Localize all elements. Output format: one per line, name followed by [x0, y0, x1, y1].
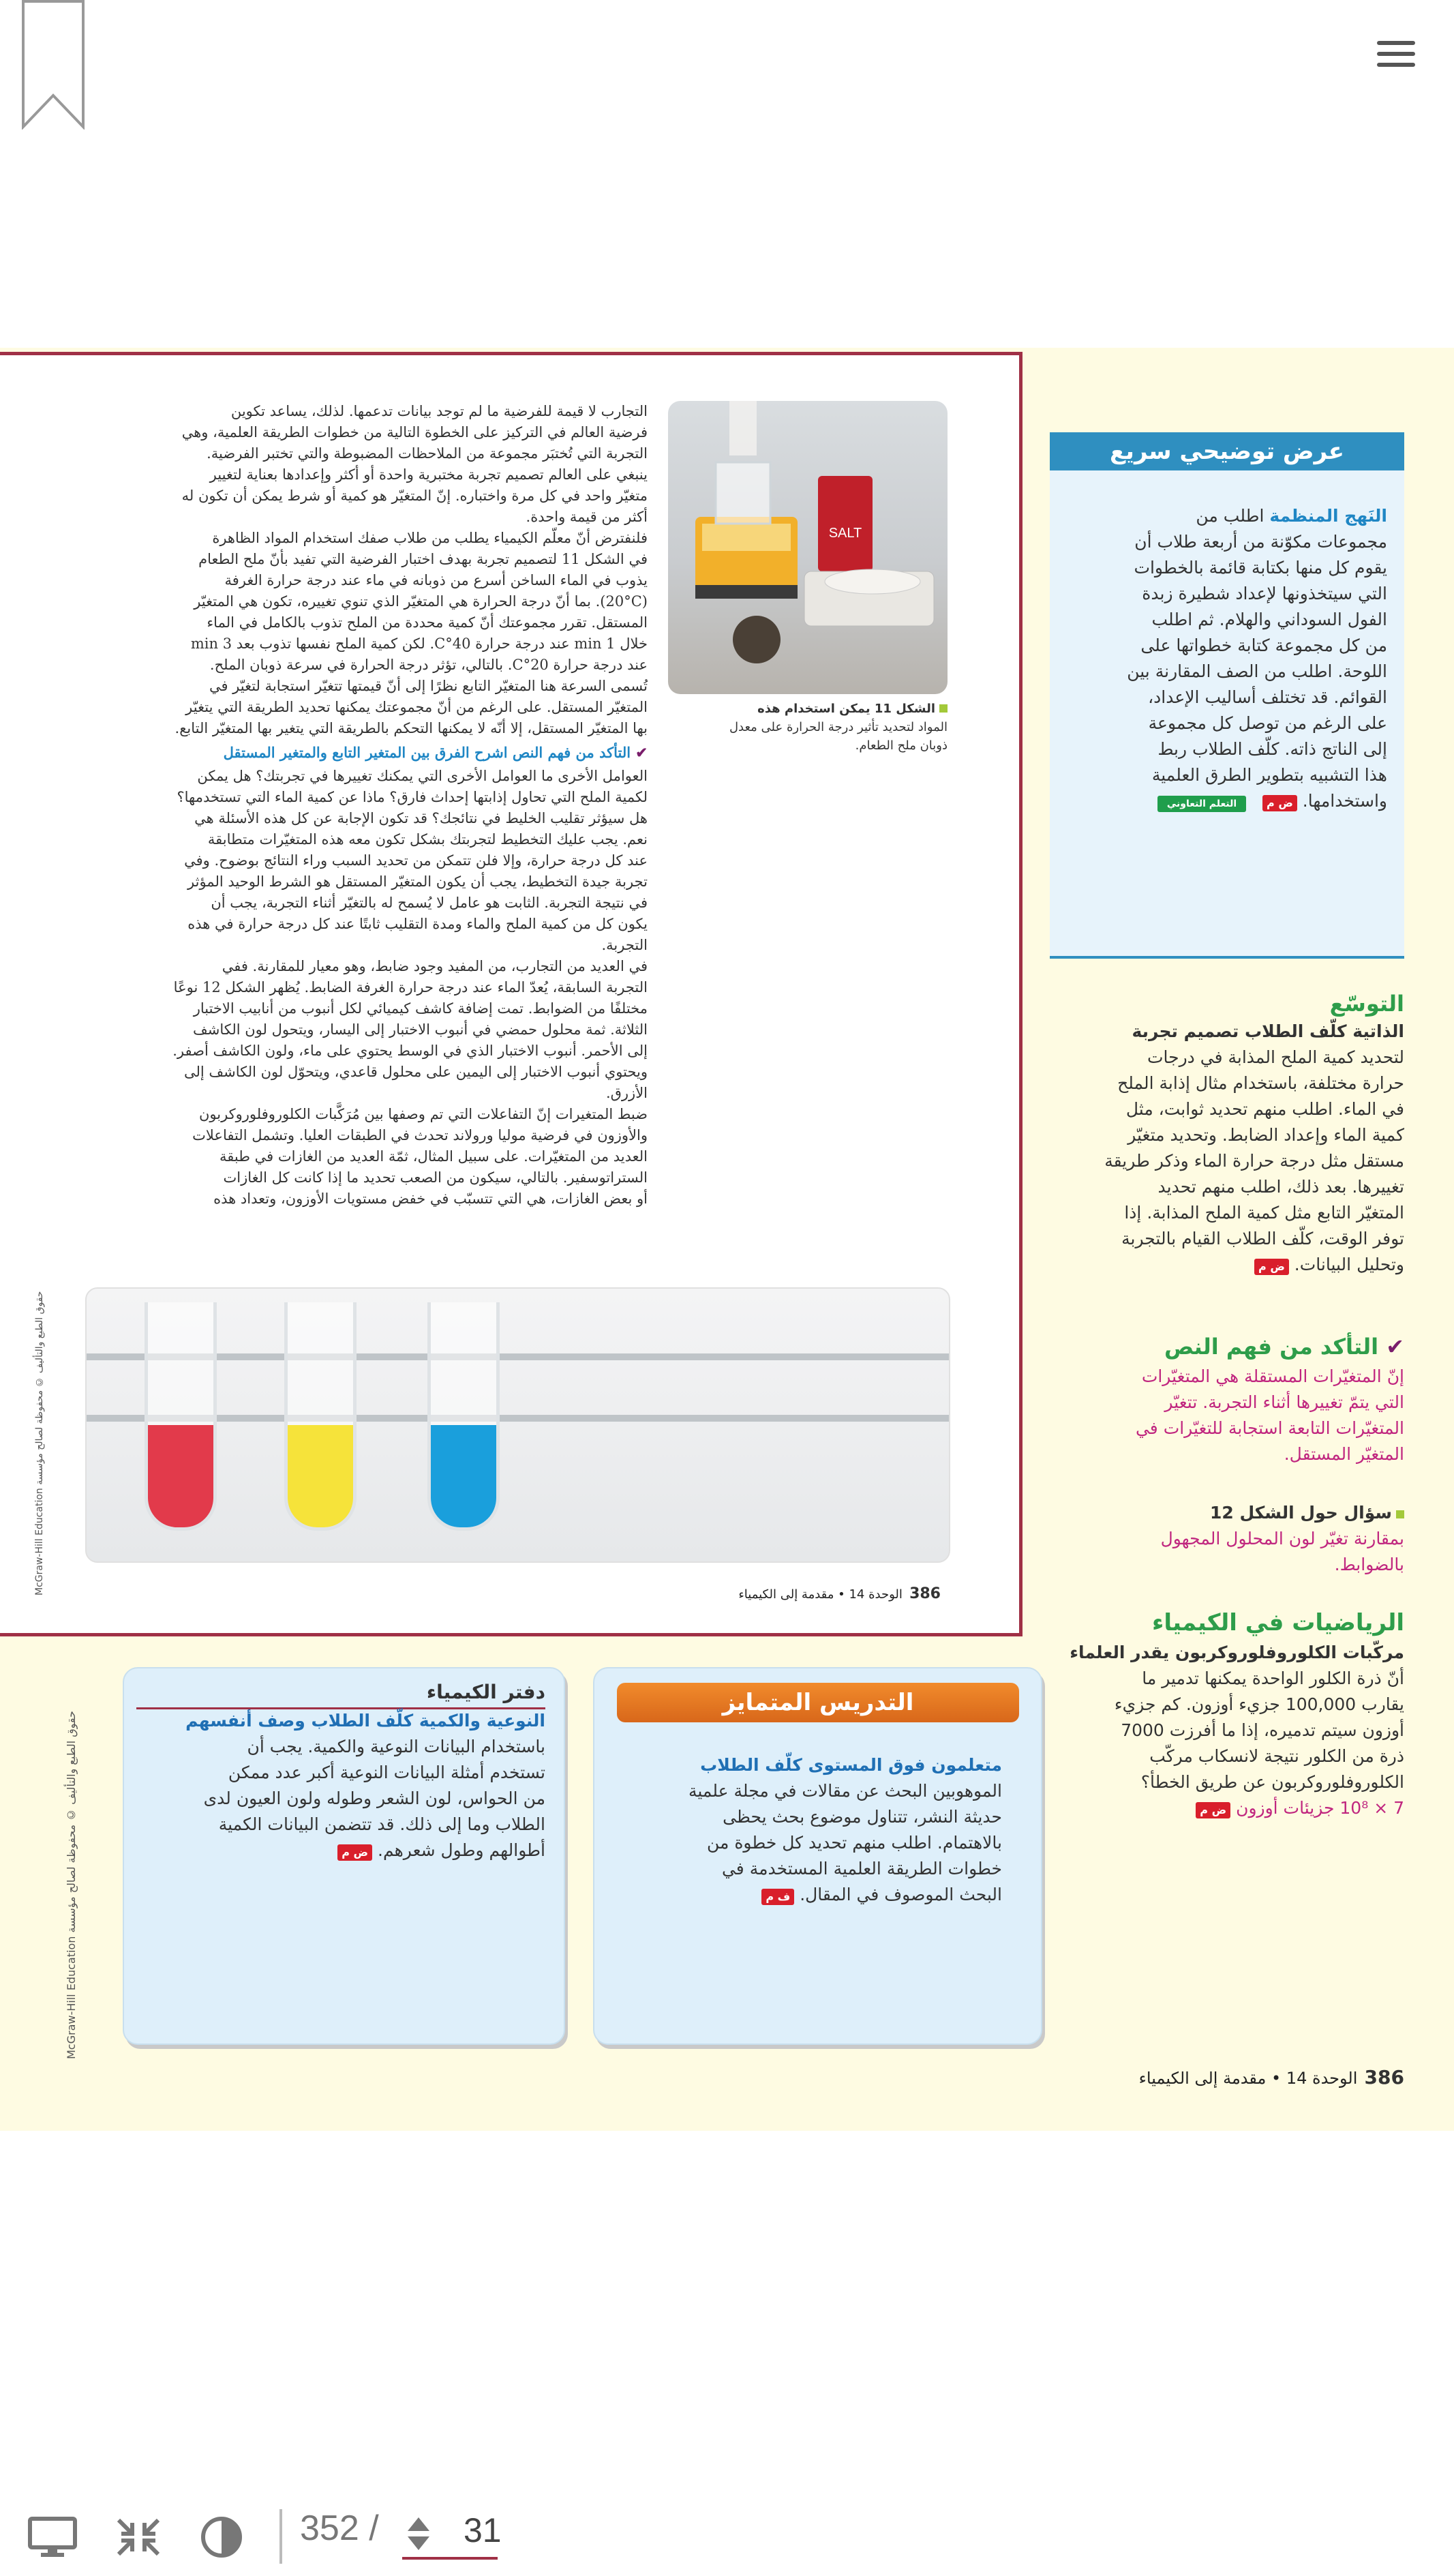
page-input-value: 31	[464, 2511, 502, 2549]
monitor-icon[interactable]	[27, 2516, 78, 2561]
quick-demo-title: عرض توضيحي سريع	[1050, 432, 1404, 470]
cooperative-tag: التعلم التعاوني	[1157, 796, 1246, 812]
collapse-icon[interactable]	[115, 2516, 162, 2561]
check-icon: ✔	[635, 744, 648, 761]
figure-12-photo	[85, 1287, 950, 1563]
check-icon: ✔	[1386, 1334, 1404, 1360]
page-input[interactable]	[402, 2509, 502, 2560]
page-footer: 386 الوحدة 14 • مقدمة إلى الكيمياء	[1138, 2066, 1404, 2088]
salt-label: SALT	[828, 526, 862, 541]
paragraph-variables: فلنفترض أنّ معلّم الكيمياء يطلب من طلاب صفك استخدام المواد الظاهرة في الشكل 11 لتصميم تجربة بهدف اختبار الفرضية التي تفيد بأنّ ملح الطعام يذوب في الماء الساخن أسرع من ذوبانه في ماء عند درجة حرارة الغرفة (20°C). بما أنّ درجة الحرارة هي المتغيّر الذي تنوي تغييره، تكون هي المتغيّر المستقل. تقرر مجموعتك أنّ كمية محددة من الملح تذوب بالكامل في الماء خلال 1 min عند درجة حرارة 40°C. لكن كمية الملح نفسها تذوب بعد 3 min عند درجة حرارة 20°C. بالتالي، تؤثر درجة الحرارة في سرعة ذوبان الملح. تُسمى السرعة هنا المتغيّر التابع نظرًا إلى أنّ قيمتها تتغيّر استجابة لتغيّر في المتغيّر المستقل. على الرغم من أنّ مجموعتك يمكنها تحديد الطريقة التي يتغيّر بها المتغيّر المستقل، إلا أنّه لا يمكنها التحكم بالطريقة التي يتغير بها المتغيّر التابع.	[175, 530, 648, 736]
student-text-column	[89, 401, 648, 1210]
level-tag: ض م	[1262, 795, 1297, 811]
journal-title: دفتر الكيمياء	[136, 1681, 545, 1709]
figure-11-caption: الشكل 11 يمكن استخدام هذه المواد لتحديد تأثير درجة الحرارة على معدل ذوبان ملح الطعام.	[729, 702, 948, 753]
student-copyright: McGraw-Hill Education حقوق الطبع والتأليف © محفوظة لصالح مؤسسة	[34, 1291, 45, 1596]
check-reading-section: ✔ التأكد من فهم النص إنّ المتغيّرات المستقلة هي المتغيّرات التي يتمّ تغييرها أثناء التجربة. تتغيّر المتغيّرات التابعة استجابة للتغيّرات في المتغيّر المستقل.	[1135, 1334, 1404, 1464]
differentiated-body: متعلمون فوق المستوى كلّف الطلاب الموهوبين البحث عن مقالات في مجلة علمية حديثة النشر، تتناول موضوع بحث يحظى بالاهتمام. اطلب منهم تحديد كل خطوة من خطوات الطريقة العلمية المستخدمة في البحث الموصوف في المقال. ف م	[688, 1755, 1002, 1904]
math-section: الرياضيات في الكيمياء مركّبات الكلوروفلوروكربون يقدر العلماء أنّ ذرة الكلور الواحدة يمكنها تدمير ما يقارب 100,000 جزيء أوزون. كم جزيء أوزون سيتم تدميره، إذا ما أفرزت 7000 ذرة من الكلور نتيجة لانسكاب مركّب الكلوروفلوروكربون عن طريق الخطأ؟ 7 × 10⁸ جزيئات أوزون ض م	[1070, 1609, 1404, 1818]
check-reading-inline: ✔ التأكد من فهم النص اشرح الفرق بين المتغير التابع والمتغير المستقل	[223, 744, 648, 761]
journal-body: النوعية والكمية كلّف الطلاب وصف أنفسهم باستخدام البيانات النوعية والكمية. يجب أن تستخدم أمثلة البيانات النوعية أكبر عدد ممكن من الحواس، لون الشعر وطوله ولون العيون لدى الطلاب وما إلى ذلك. قد تتضمن البيانات الكمية أطوالهم وطول شعرهم. ض م	[185, 1711, 545, 1860]
divider	[1050, 956, 1404, 959]
current-page: 352	[300, 2508, 359, 2548]
menu-icon[interactable]	[1377, 41, 1415, 71]
quick-demo-body: النَهج المنظمة اطلب من مجموعات مكوّنة من أربعة طلاب أن يقوم كل منها بكتابة قائمة بالخطوات التي سيتخذونها لإعداد شطيرة زبدة الفول السوداني والهلام. ثم اطلب من كل مجموعة كتابة خطواتها على اللوحة. اطلب من الصف المقارنة بين القوائم. قد تختلف أساليب الإعداد، على الرغم من توصل كل مجموعة إلى الناتج ذاته. كلّف الطلاب ربط هذا التشبيه بتطوير الطرق العلمية واستخدامها. ض م التعلم التعاوني	[1127, 506, 1387, 811]
tube-blue	[427, 1302, 500, 1531]
expand-section: التوسّع الذاتية كلّف الطلاب تصميم تجربة لتحديد كمية الملح المذابة في درجات حرارة مختلفة، باستخدام مثال إذابة الملح في الماء. اطلب منهم تحديد ثوابت، مثل كمية الماء وإعداد الضابط. وتحديد متغيّر مستقل مثل درجة حرارة الماء وذكر طريقة تغييرها. بعد ذلك، اطلب منهم تحديد المتغيّر التابع مثل كمية الملح المذابة. إذا توفر الوقت، كلّف الطلاب القيام بالتجربة وتحليل البيانات. ض م	[1104, 991, 1404, 1274]
paragraph-experiments: التجارب لا قيمة للفرضية ما لم توجد بيانات تدعمها. لذلك، يساعد تكوين فرضية العالم في التركيز على الخطوة التالية من خطوات الطريقة العلمية، وهي التجربة التي تُختبَر مجموعة من الملاحظات المضبوطة والتي تختبر الفرضية. ينبغي على العالم تصميم تجربة مختبرية واحدة أو أكثر وإعدادها بعناية لتغيير متغيّر واحد في كل مرة واختباره. إنّ المتغيّر هو كمية أو شرط يمكن أن تكون له أكثر من قيمة واحدة.	[181, 403, 648, 525]
page-indicator: 352 /	[300, 2508, 379, 2548]
differentiated-title: التدريس المتمايز	[617, 1683, 1019, 1722]
paragraph-control: في العديد من التجارب، من المفيد وجود ضابط، وهو معيار للمقارنة. ففي التجربة السابقة، يُعدّ الماء عند درجة حرارة الغرفة الضابط. يُظهر الشكل 12 نوعًا مختلفًا من الضوابط. تمت إضافة كاشف كيميائي لكل أنبوب من أنابيب الاختبار الثلاثة. ثمة محلول حمضي في أنبوب الاختبار إلى اليسار، ويتحول لون الكاشف إلى الأحمر. أنبوب الاختبار الذي في الوسط يحتوي على ماء، ولون الكاشف أصفر. ويحتوي أنبوب الاختبار إلى اليمين على محلول قاعدي، ويتحوّل لون الكاشف إلى الأزرق.	[172, 958, 648, 1101]
paragraph-other-factors: العوامل الأخرى ما العوامل الأخرى التي يمكنك تغييرها في تجربتك؟ هل يمكن لكمية الملح التي تحاول إذابتها إحداث فارق؟ ماذا عن كمية الماء التي تستخدمها؟ هل سيؤثر تقليب الخليط في نتائجك؟ قد تكون الإجابة عن كل هذه الأسئلة هي نعم. يجب عليك التخطيط لتجربتك بشكل تكون معه هذه المتغيّرات متطابقة عند كل درجة حرارة، وإلا فلن تتمكن من تحديد السبب وراء النتائج بوضوح. وفي تجربة جيدة التخطيط، يجب أن يكون المتغيّر المستقل هو الشرط الوحيد المؤثر في نتيجة التجربة. الثابت هو عامل لا يُسمح له بالتغيّر أثناء التجربة، يجب أن يكون كل من كمية الملح والماء ومدة التقليب ثابتًا عند كل درجة حرارة في هذه التجربة.	[177, 768, 648, 953]
contrast-icon[interactable]	[198, 2516, 245, 2561]
side-credit: McGraw-Hill Education حقوق الطبع والتأليف © محفوظة لصالح مؤسسة	[65, 1711, 78, 2059]
student-page-footer: 386 الوحدة 14 • مقدمة إلى الكيمياء	[738, 1585, 941, 1602]
tube-red	[145, 1302, 217, 1531]
figure-11-photo	[668, 401, 948, 694]
bookmark-icon[interactable]	[20, 0, 86, 130]
paragraph-controlling-variables: ضبط المتغيرات إنّ التفاعلات التي تم وصفها بين مُرَكَّبات الكلوروفلوروكربون والأوزون في فرضية موليا ورولاند تحدث في الطبقات العليا. وتشمل التفاعلات العديد من المتغيّرات. على سبيل المثال، ثمّة العديد من الغازات في طبقة الستراتوسفير. بالتالي، سيكون من الصعب تحديد ما إذا كانت كل الغازات أو بعض الغازات، هي التي تتسبّب في خفض مستويات الأوزون، وتعداد هذه	[192, 1106, 648, 1207]
figure-question-section: سؤال حول الشكل 12 بمقارنة تغيّر لون المحلول المجهول بالضوابط.	[1160, 1503, 1404, 1574]
stepper-icon	[405, 2515, 432, 2553]
toolbar-separator	[279, 2509, 282, 2564]
tube-yellow	[284, 1302, 357, 1531]
